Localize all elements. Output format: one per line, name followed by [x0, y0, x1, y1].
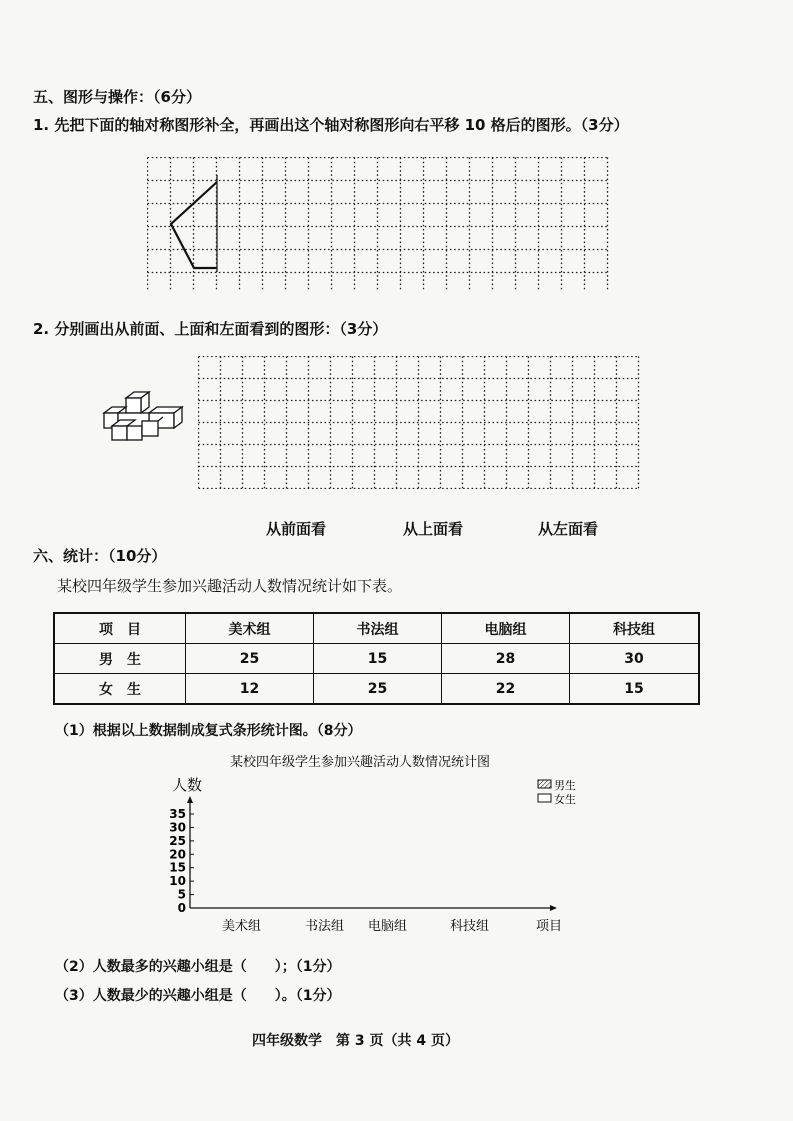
- x-category-label: 电脑组: [368, 919, 408, 934]
- question6-3-text: （3）人数最少的兴趣小组是（ ）。（1分）: [55, 988, 341, 1004]
- table-cell: 15: [314, 644, 442, 674]
- question6-1-text: （1）根据以上数据制成复式条形统计图。（8分）: [55, 723, 362, 739]
- statistics-table: [53, 612, 700, 705]
- y-tick-label: 20: [169, 847, 186, 862]
- table-header-cell: 美术组: [186, 613, 314, 644]
- table-cell: 25: [314, 674, 442, 705]
- legend-swatch-girls: [538, 794, 551, 802]
- x-category-label: 美术组: [222, 919, 262, 934]
- bar-chart[interactable]: [160, 752, 590, 942]
- question6-2-text: （2）人数最多的兴趣小组是（ ）；（1分）: [55, 959, 341, 975]
- table-cell: 12: [186, 674, 314, 705]
- table-cell: 30: [570, 644, 700, 674]
- table-cell: 28: [442, 644, 570, 674]
- table-cell: 女 生: [54, 674, 186, 705]
- table-cell: 男 生: [54, 644, 186, 674]
- y-tick-label: 15: [169, 860, 186, 875]
- table-header-cell: 书法组: [314, 613, 442, 644]
- table-cell: 22: [442, 674, 570, 705]
- y-axis-label: 人数: [172, 776, 203, 794]
- y-tick-label: 10: [169, 874, 186, 889]
- question5-2-text: 2. 分别画出从前面、上面和左面看到的图形：（3分）: [33, 320, 388, 338]
- y-tick-label: 0: [177, 901, 186, 915]
- legend-swatch-boys: [538, 780, 551, 788]
- table-header-row: [54, 613, 699, 644]
- symmetry-grid[interactable]: [147, 157, 613, 291]
- x-category-label: 科技组: [450, 919, 490, 934]
- table-row: [54, 644, 699, 674]
- legend: [538, 778, 576, 806]
- section6-title: 六、统计：（10分）: [33, 547, 167, 565]
- y-tick-label: 25: [169, 833, 186, 848]
- legend-label-girls: 女生: [554, 793, 576, 806]
- question5-1-text: 1. 先把下面的轴对称图形补全，再画出这个轴对称图形向右平移 10 格后的图形。（3分）: [33, 116, 629, 134]
- section5-title: 五、图形与操作：（6分）: [33, 88, 201, 106]
- table-header-cell: 电脑组: [442, 613, 570, 644]
- top-view-label: 从上面看: [403, 520, 464, 538]
- y-tick-label: 30: [169, 820, 186, 835]
- y-tick-label: 5: [177, 887, 186, 902]
- chart-title: 某校四年级学生参加兴趣活动人数情况统计图: [230, 755, 491, 770]
- table-cell: 15: [570, 674, 700, 705]
- table-header-cell: 科技组: [570, 613, 700, 644]
- table-cell: 25: [186, 644, 314, 674]
- legend-label-boys: 男生: [554, 779, 576, 792]
- y-tick-label: 35: [169, 807, 186, 821]
- statistics-intro: 某校四年级学生参加兴趣活动人数情况统计如下表。: [57, 577, 403, 595]
- y-axis-arrow: [187, 796, 193, 803]
- page-footer: 四年级数学 第 3 页（共 4 页）: [252, 1033, 459, 1049]
- table-header-cell: 项 目: [54, 613, 186, 644]
- x-axis-label: 项目: [536, 919, 563, 934]
- cube-figure: [98, 389, 190, 441]
- views-grid[interactable]: [198, 356, 654, 489]
- left-view-label: 从左面看: [538, 520, 599, 538]
- x-category-label: 书法组: [305, 919, 345, 934]
- table-row: [54, 674, 699, 705]
- front-view-label: 从前面看: [266, 520, 327, 538]
- x-axis-arrow: [550, 905, 557, 911]
